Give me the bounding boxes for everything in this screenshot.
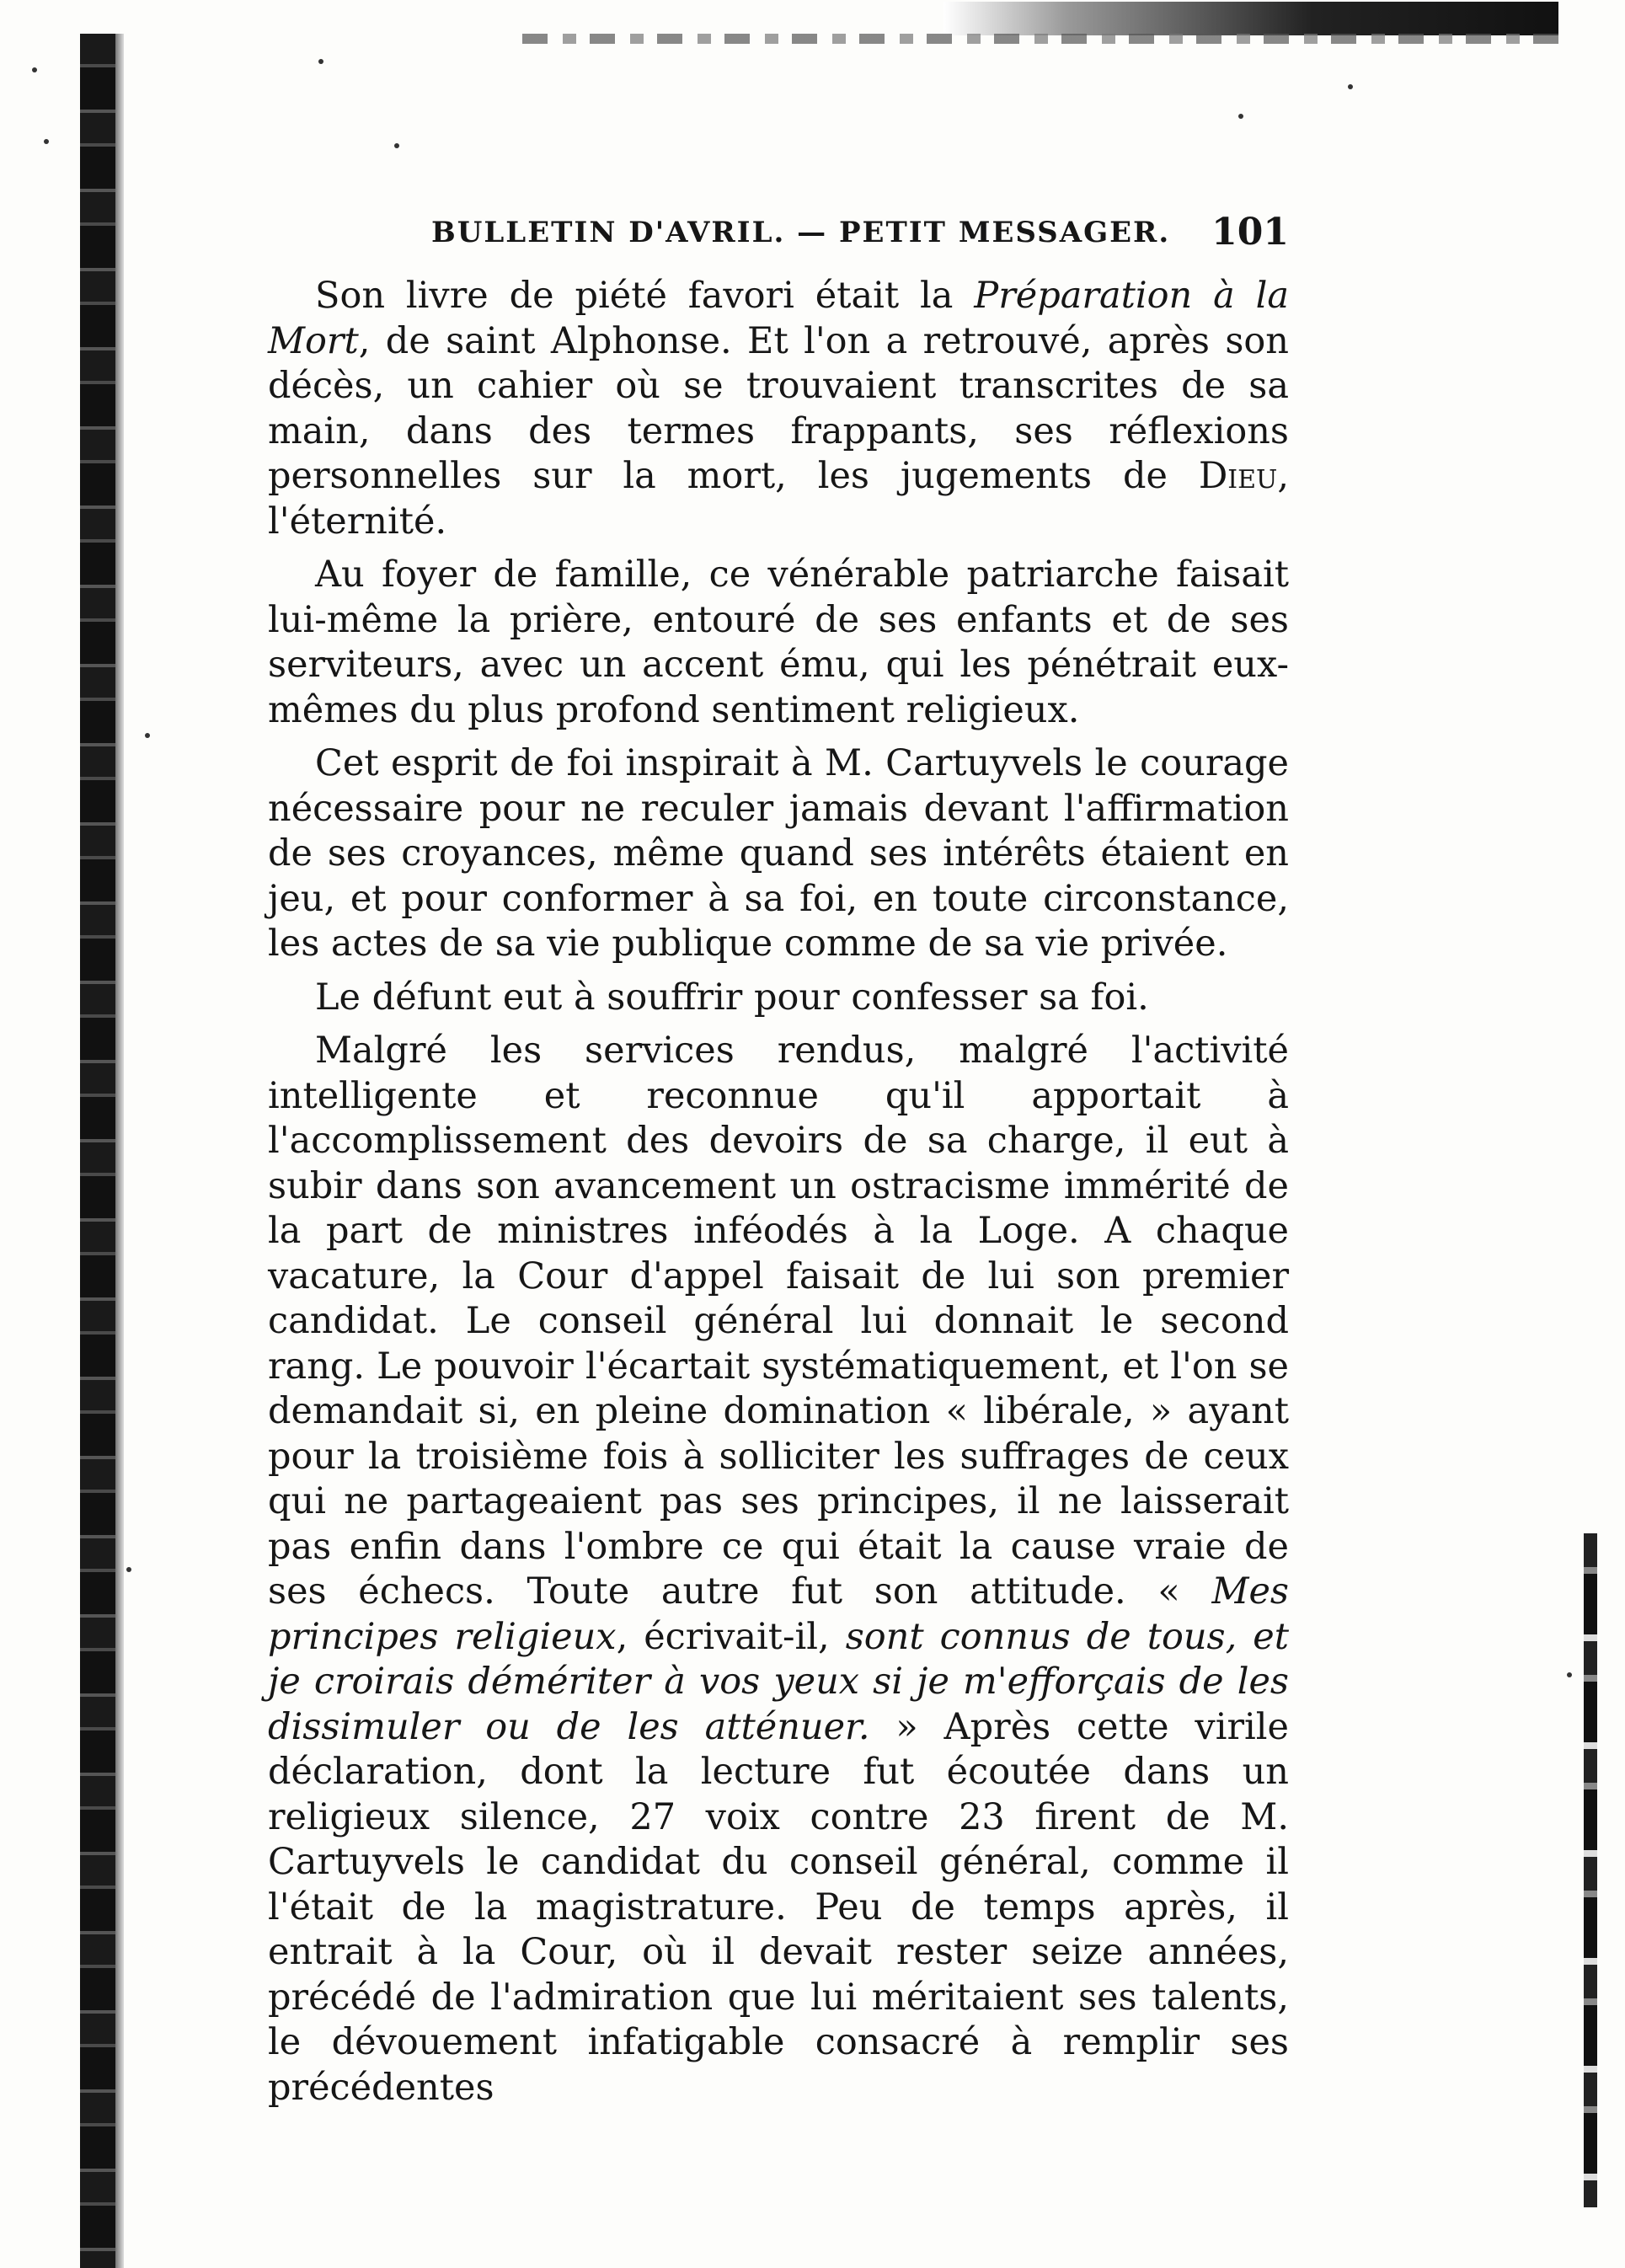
paragraph-p2 [268, 553, 1289, 733]
text-segment: , écrivait-il, [616, 1615, 846, 1658]
scan-binding-shadow [80, 34, 115, 2268]
scan-binding-fade [115, 34, 124, 2268]
scan-speck [126, 1567, 131, 1572]
scan-speck [145, 733, 150, 738]
scan-speck [44, 139, 49, 144]
italic-text: Préparation à la Mort [268, 275, 1289, 362]
text-segment: Le défunt eut à souffrir pour confesser sa foi. [315, 976, 1149, 1019]
paragraph-p4 [268, 976, 1289, 1021]
italic-text: sont connus de tous, et je croirais démériter à vos yeux si je m'efforçais de les dissimuler ou de les atténuer. [268, 1615, 1289, 1748]
scan-speck [32, 67, 37, 72]
scan-top-noise [522, 34, 1567, 44]
page-header [431, 211, 1289, 261]
text-segment: , l'éternité. [268, 455, 1289, 543]
text-segment: Cet esprit de foi inspirait à M. Cartuyvels le courage nécessaire pour ne reculer jamais devant l'affirmation de ses croyances, même quand ses intérêts étaient en jeu, et pour conformer à sa foi, en toute circonstance, les actes de sa vie publique comme de sa vie privée. [268, 742, 1289, 965]
italic-text: Mes principes religieux [268, 1570, 1289, 1658]
paragraph-p1 [268, 274, 1289, 544]
running-head: BULLETIN D'AVRIL. — PETIT MESSAGER. [431, 216, 1171, 249]
scan-speck [394, 143, 399, 148]
text-segment: Son livre de piété favori était la [315, 275, 975, 317]
paragraph-p3 [268, 741, 1289, 967]
scan-speck [318, 59, 323, 64]
body-text [268, 274, 1289, 2119]
scan-right-shadow [1584, 1533, 1597, 2207]
smallcaps-text: Dieu [1198, 455, 1278, 497]
text-segment: Malgré les services rendus, malgré l'activité intelligente et reconnue qu'il apportait à l'accomplissement des devoirs de sa charge, il eut à subir dans son avancement un ostracisme immérité de la part de ministres inféodés à la Loge. A chaque vacature, la Cour d'appel faisait de lui son premier candidat. Le conseil général lui donnait le second rang. Le pouvoir l'écartait systématiquement, et l'on se demandait si, en pleine domination « libérale, » ayant pour la troisième fois à solliciter les suffrages de ceux qui ne partageaient pas ses principes, il ne laisserait pas enfin dans l'ombre ce qui était la cause vraie de ses échecs. Toute autre fut son attitude. « [268, 1030, 1289, 1613]
page-number: 101 [1211, 211, 1289, 254]
scan-top-shadow [943, 2, 1558, 35]
scan-speck [1567, 1672, 1572, 1677]
paragraph-p5 [268, 1029, 1289, 2110]
scan-speck [1348, 84, 1353, 89]
scan-speck [1238, 114, 1243, 119]
text-segment: » Après cette virile déclaration, dont la lecture fut écoutée dans un religieux silence, 27 voix contre 23 firent de M. Cartuyvels le candidat du conseil général, comme il l'était de la magistrature. Peu de temps après, il entrait à la Cour, où il devait rester seize années, précédé de l'admiration que lui méritaient ses talents, le dévouement infatigable consacré à remplir ses précédentes [268, 1705, 1289, 2109]
text-segment: , de saint Alphonse. Et l'on a retrouvé, après son décès, un cahier où se trouvaient transcrites de sa main, dans des termes frappants, ses réflexions personnelles sur la mort, les jugements de [268, 319, 1289, 497]
text-segment: Au foyer de famille, ce vénérable patriarche faisait lui-même la prière, entouré de ses enfants et de ses serviteurs, avec un accent ému, qui les pénétrait eux-mêmes du plus profond sentiment religieux. [268, 554, 1289, 731]
